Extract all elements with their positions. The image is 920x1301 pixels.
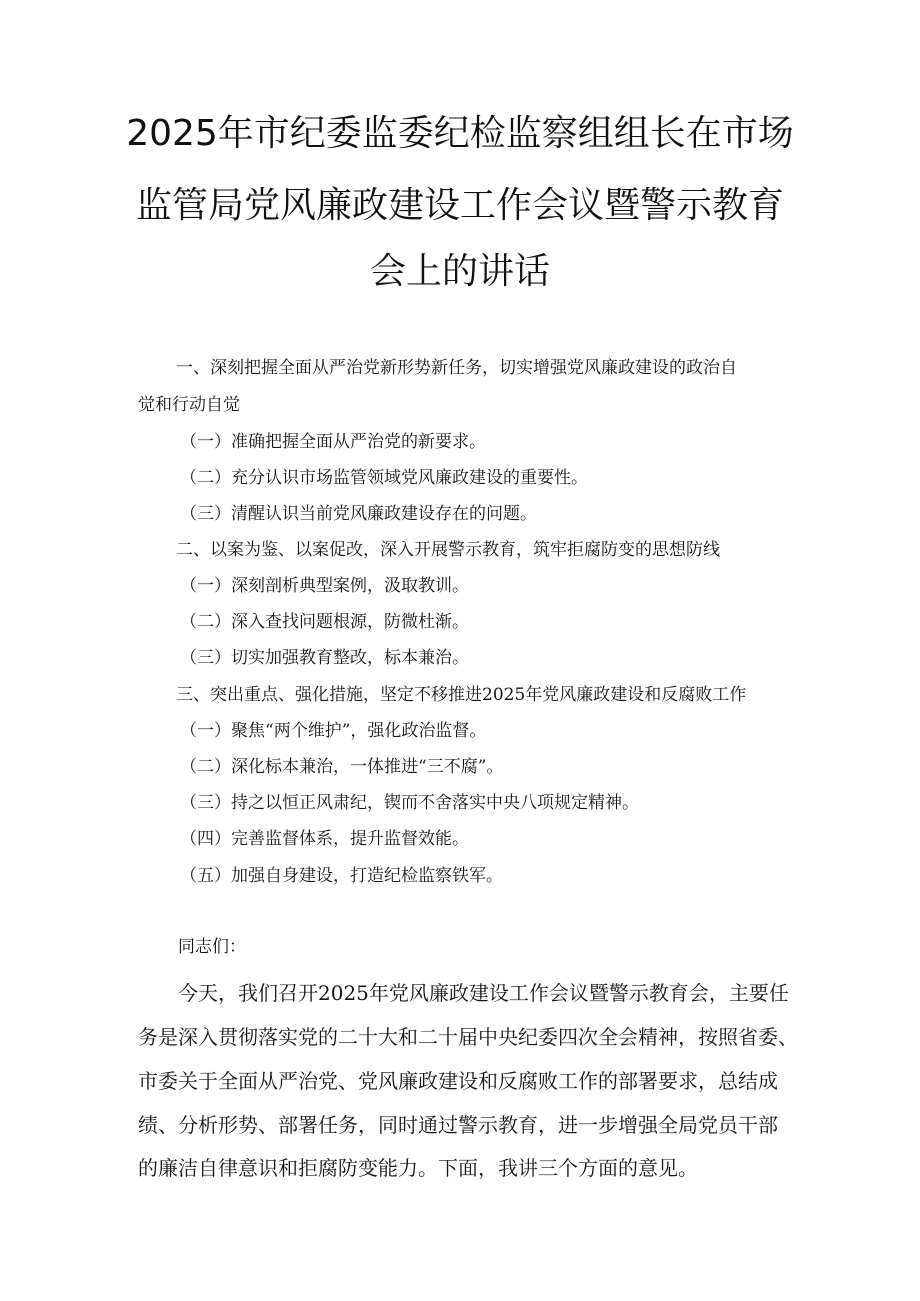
outline-item: （二）深化标本兼治，一体推进“三不腐”。 — [180, 757, 504, 777]
body-paragraph-line: 今天，我们召开2025年党风廉政建设工作会议暨警示教育会，主要任 — [178, 981, 789, 1005]
outline-item: （二）深入查找问题根源，防微杜渐。 — [180, 612, 469, 632]
outline-item: （一）聚焦“两个维护”，强化政治监督。 — [180, 721, 487, 741]
outline-item: （三）切实加强教育整改，标本兼治。 — [180, 648, 469, 668]
outline-item: （三）清醒认识当前党风廉政建设存在的问题。 — [180, 504, 537, 524]
outline-item: （一）深刻剖析典型案例，汲取教训。 — [180, 576, 469, 596]
outline-item: （三）持之以恒正风肃纪，锲而不舍落实中央八项规定精神。 — [180, 793, 639, 813]
body-paragraph-line: 的廉洁自律意识和拒腐防变能力。下面，我讲三个方面的意见。 — [138, 1156, 698, 1180]
document-title-line-3: 会上的讲话 — [369, 251, 550, 292]
outline-item: （一）准确把握全面从严治党的新要求。 — [180, 432, 486, 452]
body-paragraph-line: 务是深入贯彻落实党的二十大和二十届中央纪委四次全会精神，按照省委、 — [138, 1025, 798, 1049]
salutation: 同志们： — [178, 937, 246, 957]
outline-section-2-heading: 二、以案为鉴、以案促改，深入开展警示教育，筑牢拒腐防变的思想防线 — [176, 540, 720, 560]
body-paragraph-line: 市委关于全面从严治党、党风廉政建设和反腐败工作的部署要求，总结成 — [138, 1069, 778, 1093]
document-title-line-2: 监管局党风廉政建设工作会议暨警示教育 — [135, 185, 784, 226]
outline-item: （四）完善监督体系，提升监督效能。 — [180, 829, 469, 849]
outline-section-1-heading-cont: 觉和行动自觉 — [138, 395, 240, 415]
outline-section-3-heading: 三、突出重点、强化措施，坚定不移推进2025年党风廉政建设和反腐败工作 — [176, 685, 747, 705]
body-paragraph-line: 绩、分析形势、部署任务，同时通过警示教育，进一步增强全局党员干部 — [138, 1113, 778, 1137]
outline-item: （二）充分认识市场监管领域党风廉政建设的重要性。 — [180, 468, 588, 488]
outline-item: （五）加强自身建设，打造纪检监察铁军。 — [180, 866, 503, 886]
document-title-line-1: 2025年市纪委监委纪检监察组组长在市场 — [126, 113, 794, 154]
outline-section-1-heading: 一、深刻把握全面从严治党新形势新任务，切实增强党风廉政建设的政治自 — [176, 358, 737, 378]
